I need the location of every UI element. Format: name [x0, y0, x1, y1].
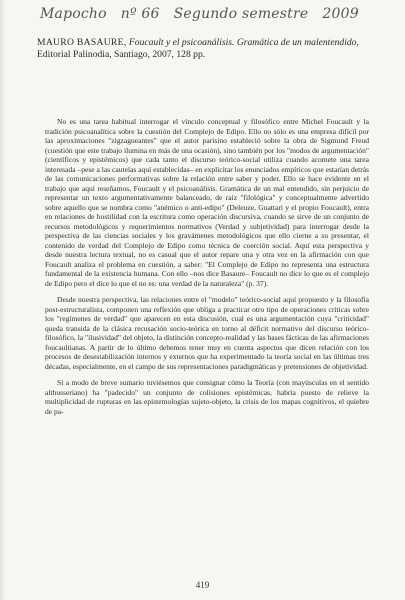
- body-paragraph: Si a modo de breve sumario tuviésemos que consignar cómo la Teoría (con mayúsculas en el sentido althusseriano) ha "padecido" un conjunto de colisiones epistémicas, habría puesto de relieve la multiplicidad de rupturas en las epistemologías sujeto-objeto, la crisis de los mapas cognitivos, el quiebre de pa-: [45, 378, 369, 416]
- citation-title: Foucault y el psicoanálisis. Gramática de un malentendido,: [128, 37, 359, 48]
- body-paragraph: Desde nuestra perspectiva, las relaciones entre el "modelo" teórico-social aquí propuesto y la filosofía post-estructuralista, componen una reflexión que obliga a practicar otro tipo de operaciones críticas sobre los "regímenes de verdad" que aparecen en esta discusión, cual es una argumentación cuya "criticidad" queda transida de la clásica recusación socio-teórica en torno al déficit normativo del discurso teórico-filosófico, la "ilusividad" del objeto, la distinción concepto-realidad y las bases fácticas de las afirmaciones foucaultianas. A partir de lo último debemos tener muy en cuenta aspectos que dicen relación con los procesos de desestabilización internos y externos que ha experimentado la teoría social en las últimas tres décadas, especialmente, en el campo de sus representaciones paradigmáticas y pretensiones de objetividad.: [45, 295, 369, 371]
- book-citation: [37, 37, 367, 61]
- page-number: 419: [195, 580, 210, 590]
- handwritten-period: Segundo semestre: [173, 6, 309, 22]
- scan-edge-shadow: [0, 0, 6, 600]
- body-paragraph: No es una tarea habitual interrogar el vínculo conceptual y filosófico entre Michel Foucault y la tradición psicoanalítica sobre la cuestión del Complejo de Edipo. Ello no sólo es una empresa difícil por las aproximaciones "zigzagueantes" que el autor parisino estableció sobre la obra de Sigmund Freud (cuestión que este trabajo ilumina en más de una ocasión), sino también por los "modos de argumentación" (científicos y epistémicos) que cada tanto el discurso teórico-social utiliza cuando acomete una tarea interesada –pese a las cautelas aquí establecidas– en explicitar los enunciados empíricos que estarían detrás de las comunicaciones performativas sobre la relación entre saber y poder. Ello se hace evidente en el trabajo que aquí reseñamos, Foucault y el psicoanálisis. Gramática de un mal entendido, sin perjuicio de representar un texto argumentativamente balanceado, de raíz "filológica" y conceptualmente advertido sobre aquello que se nombra como "anémico o anti-edipo" (Deleuze, Guattari y el propio Foucault), entra en relaciones de hostilidad con la escritura como operación discursiva, cuando se sirve de un conjunto de recursos metodológicos y requerimientos normativos (Verdad y subjetividad) para interrogar desde la perspectiva de las ciencias sociales y los gravámenes metodológicos que ello cierne a su presentar, el contenido de verdad del Complejo de Edipo como técnica de coerción social. Aquí esta perspectiva y desde nuestra lectura textual, no es casual que el autor repare una y otra vez en la afirmación con que Foucault analiza el problema en cuestión, a saber: "El Complejo de Edipo no representa una estructura fundamental de la existencia humana. Con ello –nos dice Basaure– Foucault no dice lo que es el complejo de Edipo pero el dice lo que el no es: una verdad de la naturaleza" (p. 37).: [45, 117, 369, 288]
- handwritten-issue: nº 66: [120, 6, 160, 22]
- citation-publisher: Editorial Palinodia, Santiago, 2007, 128 pp.: [37, 49, 206, 60]
- citation-author: MAURO BASAURE,: [37, 37, 127, 48]
- review-body: [45, 117, 369, 423]
- handwritten-journal: Mapocho: [40, 6, 107, 22]
- handwritten-annotation: [40, 6, 380, 30]
- handwritten-year: 2009: [322, 6, 359, 22]
